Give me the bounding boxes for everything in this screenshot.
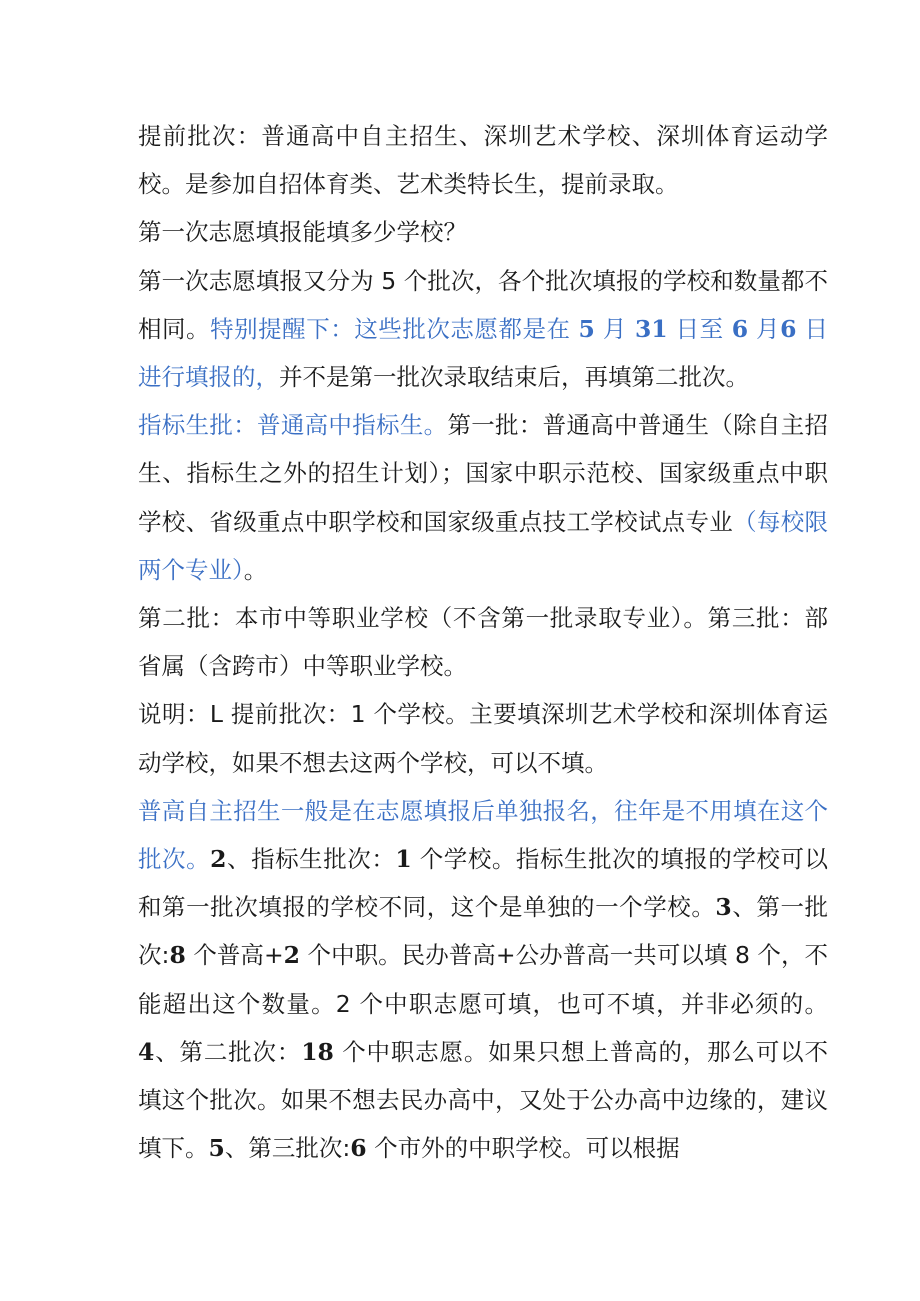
reminder-text: 日进行填报的， [138,314,828,392]
reminder-text: 月 [748,314,781,343]
paragraph-text: 提前批次：普通高中自主招生、深圳艺术学校、深圳体育运动学校。是参加自招体育类、艺术类特长生，提前录取。 [138,122,828,199]
count-number: 8 [169,941,186,970]
reminder-text: 月 [594,314,635,343]
reminder-text: 日至 [667,314,732,343]
paragraph-text: 、第一批次: [138,893,828,970]
paragraph-text: 第二批：本市中等职业学校（不含第一批录取专业）。第三批：部省属（含跨市）中等职业学校。 [138,604,828,681]
paragraph-text: 个普高+ [185,941,284,970]
paragraph-text: 个中职志愿。如果只想上普高的，那么可以不填这个批次。如果不想去民办高中，又处于公办高中边缘的，建议填下。 [138,1037,828,1163]
reminder-text: 特别提醒下：这些批次志愿都是在 [210,314,579,343]
list-number: 3 [715,893,732,922]
highlight-self-enrollment: 普高自主招生一般是在志愿填报后单独报名，往年是不用填在这个批次。 [138,796,828,874]
count-number: 1 [395,845,412,874]
paragraph-text: 、第三批次: [224,1134,351,1163]
paragraph-five-batches [138,257,828,402]
list-number: 4 [138,1037,155,1066]
paragraph-text: 个中职。民办普高+公办普高一共可以填 8 个，不能超出这个数量。2 个中职志愿可填，也可不填，并非必须的。 [138,941,828,1018]
paragraph-text: 第一批：普通高中普通生（除自主招生、指标生之外的招生计划）；国家中职示范校、国家级重点中职学校、省级重点中职学校和国家级重点技工学校试点专业 [138,411,829,536]
count-number: 2 [283,941,301,970]
paragraph-text: 、第二批次： [154,1037,302,1066]
reminder-number: 6 [731,314,749,343]
paragraph-text: 。 [243,555,268,584]
count-number: 6 [350,1134,367,1163]
highlight-quota: 指标生批：普通高中指标生。 [138,411,448,440]
count-number: 18 [301,1037,334,1066]
paragraph-question [138,208,828,256]
list-number: 2 [210,845,227,874]
paragraph-text: 、指标生批次： [226,845,396,874]
paragraph-text: 个学校。指标生批次的填报的学校可以和第一批次填报的学校不同，这个是单独的一个学校。 [138,845,828,922]
paragraph-quota-batch [138,401,828,594]
paragraph-text: 个市外的中职学校。可以根据 [366,1134,680,1163]
paragraph-text: 说明：L 提前批次：1 个学校。主要填深圳艺术学校和深圳体育运动学校，如果不想去这两个学校，可以不填。 [138,700,828,777]
reminder-number: 31 [634,314,668,343]
reminder-number: 6 [780,314,797,343]
paragraph-explanation [138,690,828,786]
paragraph-text: 第一次志愿填报又分为 5 个批次，各个批次填报的学校和数量都不相同。 [138,266,828,343]
document-page [138,112,828,1172]
paragraph-early-batch [138,112,828,208]
highlight-limit: （每校限两个专业） [138,507,829,584]
paragraph-batch-details [138,787,828,1173]
list-number: 5 [208,1134,225,1163]
paragraph-second-third-batch [138,594,828,690]
question-text: 第一次志愿填报能填多少学校？ [138,218,467,247]
reminder-number: 5 [578,314,595,343]
paragraph-text: 并不是第一批次录取结束后，再填第二批次。 [279,363,749,392]
